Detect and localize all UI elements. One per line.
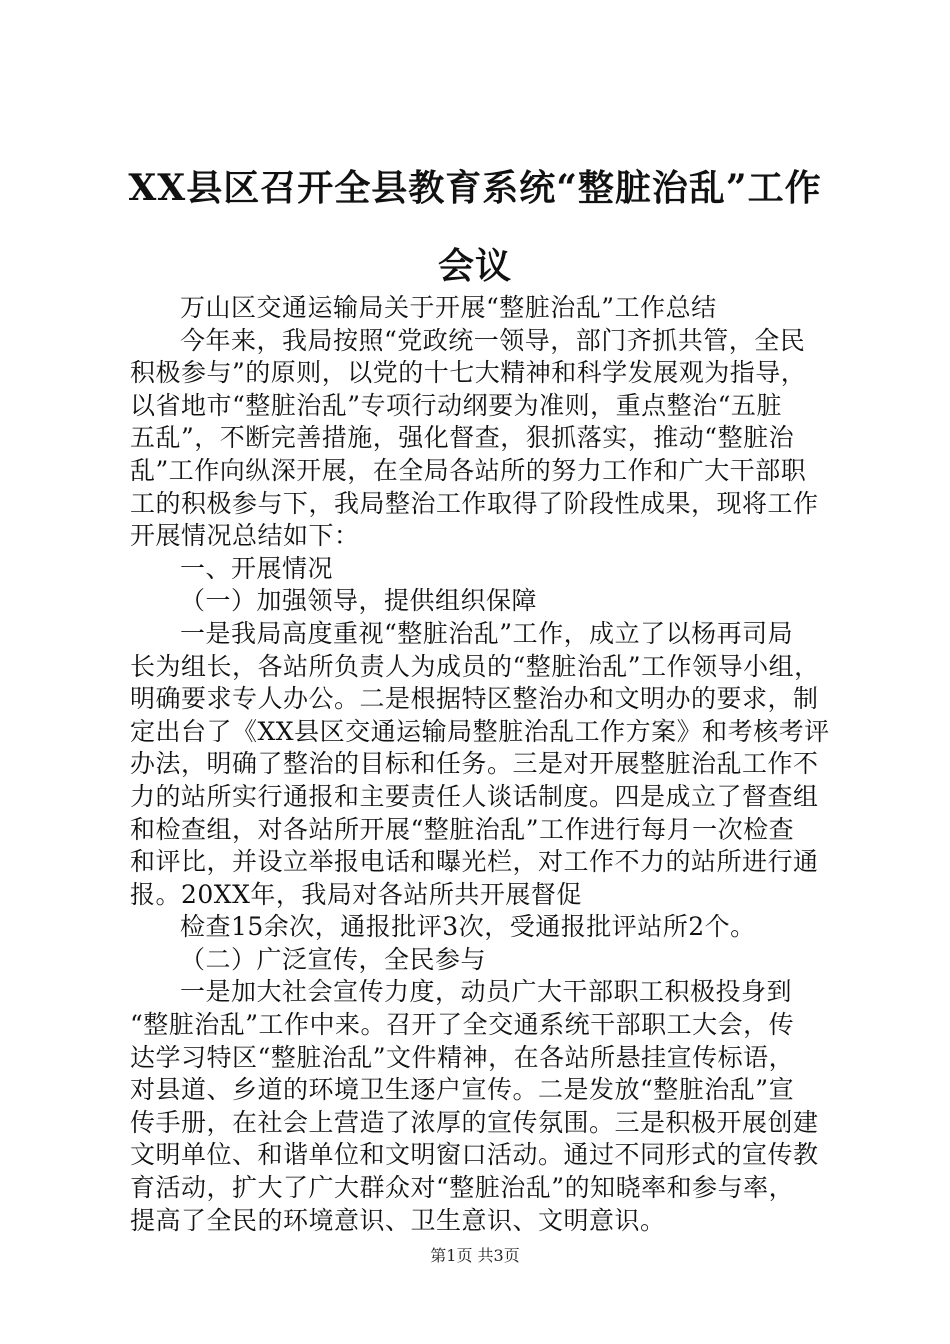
- body-line: 工的积极参与下，我局整治工作取得了阶段性成果，现将工作: [130, 488, 819, 518]
- body-line: 今年来，我局按照“党政统一领导，部门齐抓共管，全民: [180, 325, 806, 355]
- body-line: 育活动，扩大了广大群众对“整脏治乱”的知晓率和参与率，: [130, 1173, 795, 1203]
- body-line: 长为组长，各站所负责人为成员的“整脏治乱”工作领导小组，: [130, 651, 820, 681]
- document-title-line-1: XX县区召开全县教育系统“整脏治乱”工作: [128, 167, 822, 209]
- body-line: 乱”工作向纵深开展，在全局各站所的努力工作和广大干部职: [130, 455, 807, 485]
- body-line: 提高了全民的环境意识、卫生意识、文明意识。: [130, 1205, 666, 1235]
- body-line: 报。20XX年，我局对各站所共开展督促: [130, 879, 582, 909]
- body-line: “整脏治乱”工作中来。召开了全交通系统干部职工大会，传: [130, 1010, 795, 1040]
- section-heading: 一、开展情况: [180, 553, 334, 583]
- body-line: 明确要求专人办公。二是根据特区整治办和文明办的要求，制: [130, 684, 819, 714]
- body-line: 一是加大社会宣传力度，动员广大干部职工积极投身到: [180, 977, 793, 1007]
- body-line: 以省地市“整脏治乱”专项行动纲要为准则，重点整治“五脏: [130, 390, 782, 420]
- body-line: 万山区交通运输局关于开展“整脏治乱”工作总结: [180, 293, 717, 322]
- body-line: 和检查组，对各站所开展“整脏治乱”工作进行每月一次检查: [130, 814, 795, 844]
- body-line: 文明单位、和谐单位和文明窗口活动。通过不同形式的宣传教: [130, 1140, 819, 1170]
- body-line: 五乱”，不断完善措施，强化督查，狠抓落实，推动“整脏治: [130, 423, 795, 453]
- body-line: 和评比，并设立举报电话和曝光栏，对工作不力的站所进行通: [130, 847, 819, 877]
- body-line: 对县道、乡道的环境卫生逐户宣传。二是发放“整脏治乱”宣: [130, 1075, 795, 1105]
- body-line: 一是我局高度重视“整脏治乱”工作，成立了以杨再司局: [180, 618, 794, 648]
- body-line: 定出台了《XX县区交通运输局整脏治乱工作方案》和考核考评: [130, 716, 830, 746]
- body-line: 传手册，在社会上营造了浓厚的宣传氛围。三是积极开展创建: [130, 1107, 819, 1137]
- document-body: [130, 292, 830, 1237]
- document-title-line-2: 会议: [437, 245, 512, 287]
- body-line: 积极参与”的原则，以党的十七大精神和科学发展观为指导，: [130, 358, 807, 388]
- body-line: 达学习特区“整脏治乱”文件精神，在各站所悬挂宣传标语，: [130, 1042, 795, 1072]
- page-footer: 第1页 共3页: [430, 1246, 520, 1265]
- body-line: 力的站所实行通报和主要责任人谈话制度。四是成立了督查组: [130, 781, 819, 811]
- subsection-heading: （二）广泛宣传，全民参与: [180, 944, 487, 974]
- body-line: 检查15余次，通报批评3次，受通报批评站所2个。: [180, 912, 756, 942]
- subsection-heading: （一）加强领导，提供组织保障: [180, 586, 538, 616]
- body-line: 开展情况总结如下：: [130, 521, 360, 551]
- body-line: 办法，明确了整治的目标和任务。三是对开展整脏治乱工作不: [130, 749, 819, 779]
